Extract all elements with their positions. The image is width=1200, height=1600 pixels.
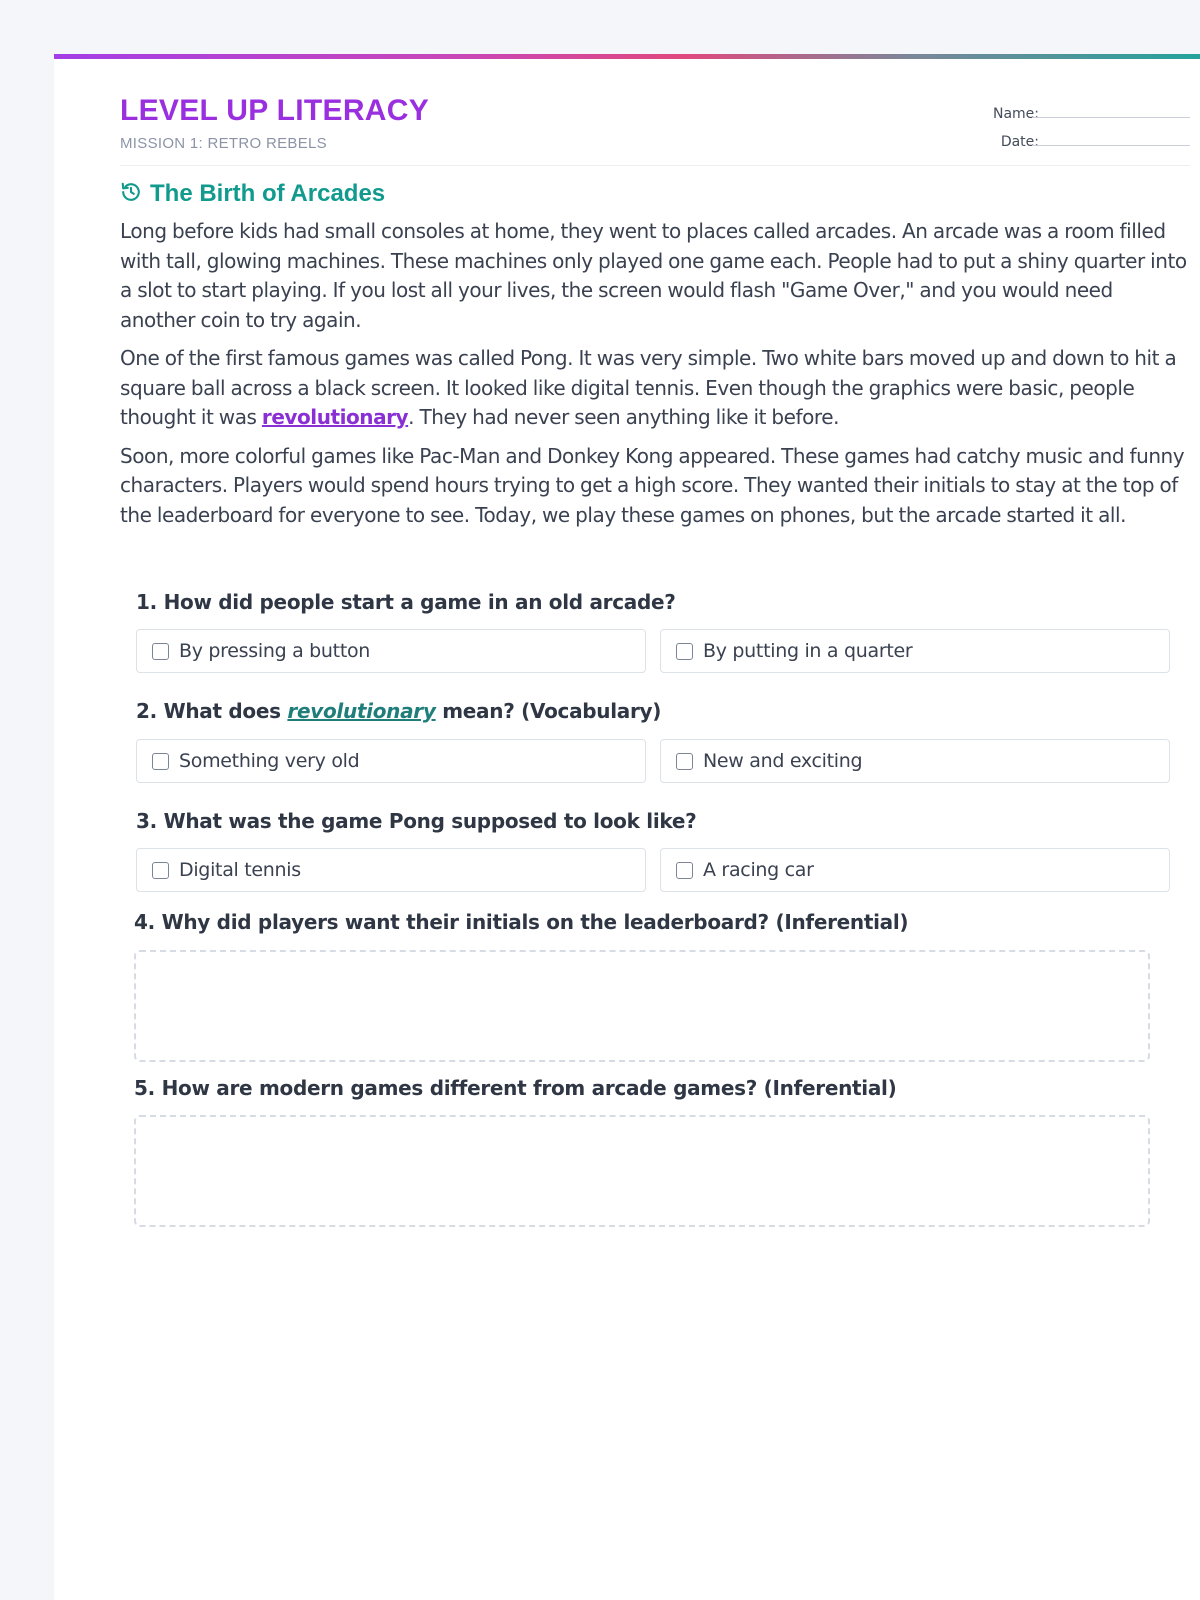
question-3: 3. What was the game Pong supposed to look like? [136,809,697,833]
q1-option-a[interactable] [136,629,646,673]
q2-option-b[interactable] [660,739,1170,783]
passage-paragraph [120,344,1192,433]
section-title: The Birth of Arcades [150,180,386,207]
date-label: Date: [1000,134,1039,150]
q2-option-a[interactable] [136,739,646,783]
option-label: A racing car [703,859,814,881]
q5-answer-box[interactable] [134,1115,1150,1227]
option-label: By pressing a button [179,640,371,662]
question-1: 1. How did people start a game in an old arcade? [136,590,676,614]
q3-option-b[interactable] [660,848,1170,892]
worksheet-title: LEVEL UP LITERACY [120,94,430,127]
option-label: Something very old [179,750,360,772]
header-divider [120,165,1190,166]
q4-answer-box[interactable] [134,950,1150,1062]
question-5: 5. How are modern games different from arcade games? (Inferential) [134,1076,897,1100]
passage-text: One of the first famous games was called Pong. It was very simple. Two white bars moved up and down to hit a square ball across a black screen. It looked like digital tennis. Even though the graphics were basic, people thought it was [120,346,1177,429]
checkbox-icon[interactable] [152,643,169,660]
option-label: New and exciting [703,750,863,772]
option-label: By putting in a quarter [703,640,913,662]
passage-text: . They had never seen anything like it before. [408,405,840,429]
gradient-top-bar [54,54,1200,59]
date-field-line[interactable] [1032,145,1190,146]
name-field-line[interactable] [1032,117,1190,118]
history-icon [120,181,142,207]
checkbox-icon[interactable] [152,862,169,879]
checkbox-icon[interactable] [676,753,693,770]
option-label: Digital tennis [179,859,301,881]
section-heading [120,180,385,208]
worksheet-page [54,54,1200,1600]
q1-option-b[interactable] [660,629,1170,673]
checkbox-icon[interactable] [676,862,693,879]
q3-option-a[interactable] [136,848,646,892]
checkbox-icon[interactable] [152,753,169,770]
question-2-prefix: 2. What does [136,699,288,723]
question-2-suffix: mean? (Vocabulary) [435,699,662,723]
mission-subtitle: MISSION 1: RETRO REBELS [120,135,327,152]
checkbox-icon[interactable] [676,643,693,660]
question-4: 4. Why did players want their initials on the leaderboard? (Inferential) [134,910,909,934]
vocab-word: revolutionary [261,405,409,429]
question-2 [136,699,661,723]
passage-paragraph: Soon, more colorful games like Pac-Man and Donkey Kong appeared. These games had catchy music and funny characters. Players would spend hours trying to get a high score. They wanted their initials to stay at the top of the leaderboard for everyone to see. Today, we play these games on phones, but the arcade started it all. [120,443,1185,527]
name-label: Name: [992,106,1039,122]
reading-passage [120,217,1192,539]
passage-paragraph: Long before kids had small consoles at home, they went to places called arcades. An arcade was a room filled with tall, glowing machines. These machines only played one game each. People had to put a shiny quarter into a slot to start playing. If you lost all your lives, the screen would flash "Game Over," and you would need another coin to try again. [120,219,1187,332]
question-2-vocab: revolutionary [287,699,436,723]
